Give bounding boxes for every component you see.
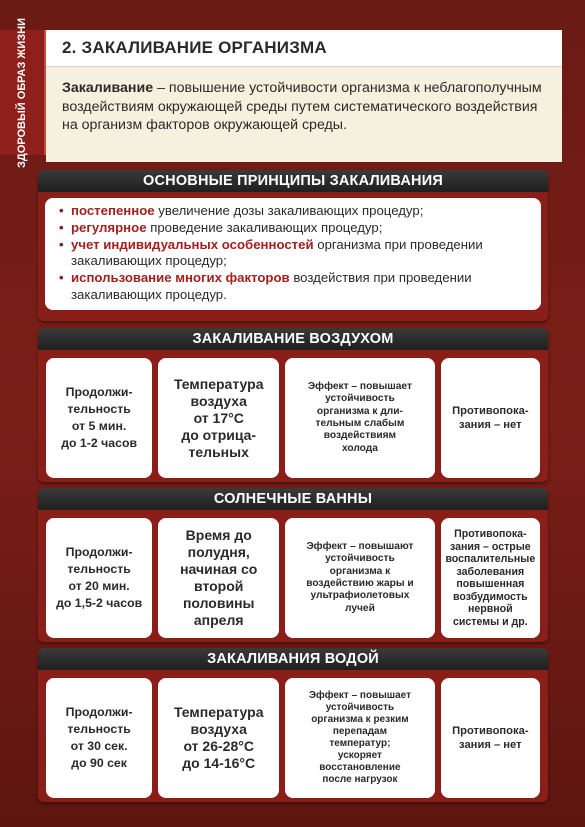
principle-text: воздействия при проведении закаливающих процедур. — [71, 270, 472, 302]
intro-paragraph — [46, 67, 562, 162]
principle-text: проведение закаливающих процедур; — [146, 219, 383, 235]
sun-time-card — [158, 518, 279, 638]
intro-definition: – повышение устойчивости организма к неблагополучным воздействиям окружающей среды путем систематического воздействия на организм факторов окружающей среды. — [62, 80, 542, 133]
water-contra: Противопока- зания – нет — [452, 725, 529, 751]
water-temperature-card — [158, 678, 279, 798]
sun-duration: Продолжи- тельность от 20 мин. до 1,5-2 часов — [56, 545, 143, 610]
water-temperature: Температура воздуха от 26-28°С до 14-16°С — [173, 704, 264, 771]
sun-cards — [38, 510, 548, 638]
page-header — [46, 30, 562, 67]
sun-contra-card — [441, 518, 540, 638]
list-item — [59, 270, 533, 304]
water-cards — [38, 670, 548, 798]
principle-text: организма при проведении закаливающих процедур; — [71, 236, 483, 269]
principle-highlight: регулярное — [71, 219, 147, 235]
sun-block — [38, 488, 548, 642]
air-block — [38, 328, 548, 482]
sun-title: СОЛНЕЧНЫЕ ВАННЫ — [38, 488, 548, 510]
sun-time: Время до полудня, начиная со второй половины апреля — [180, 527, 258, 628]
page-title: 2. ЗАКАЛИВАНИЕ ОРГАНИЗМА — [62, 38, 327, 57]
sidebar-tab-label: ЗДОРОВЫЙ ОБРАЗ ЖИЗНИ — [16, 17, 28, 168]
sun-effect: Эффект – повышают устойчивость организма к воздействию жары и ультрафиолетовых лучей — [306, 541, 414, 614]
air-contra: Противопока- зания – нет — [452, 405, 529, 431]
air-effect-card — [285, 358, 434, 478]
bullet-icon: • — [59, 270, 64, 286]
sidebar-tab — [0, 17, 46, 168]
principles-block — [38, 170, 548, 321]
water-effect-card — [285, 678, 434, 798]
list-item — [59, 203, 533, 220]
water-duration-card — [46, 678, 152, 798]
air-temperature-card — [158, 358, 279, 478]
air-effect: Эффект – повышает устойчивость организма к дли- тельным слабым воздействиям холода — [307, 381, 412, 454]
list-item — [59, 237, 533, 271]
sun-duration-card — [46, 518, 152, 638]
principle-highlight: учет индивидуальных особенностей — [71, 236, 314, 252]
air-duration: Продолжи- тельность от 5 мин. до 1-2 часов — [61, 385, 138, 450]
principle-text: увеличение дозы закаливающих процедур; — [154, 203, 424, 218]
bullet-icon: • — [59, 203, 64, 218]
water-contra-card — [441, 678, 540, 798]
principles-title: ОСНОВНЫЕ ПРИНЦИПЫ ЗАКАЛИВАНИЯ — [38, 170, 548, 192]
air-contra-card — [441, 358, 540, 478]
water-duration: Продолжи- тельность от 30 сек. до 90 сек — [65, 705, 133, 770]
bullet-icon: • — [59, 219, 64, 235]
water-block — [38, 648, 548, 802]
air-cards — [38, 350, 548, 478]
air-temperature: Температура воздуха от 17°С до отрица- тельных — [173, 375, 264, 460]
bullet-icon: • — [59, 236, 64, 252]
list-item — [59, 220, 533, 237]
principle-highlight: постепенное — [71, 203, 155, 218]
principles-list — [45, 198, 541, 310]
water-effect: Эффект – повышает устойчивость организма к резким перепадам температур; ускоряет восстановление после нагрузок — [308, 690, 411, 785]
principle-highlight: использование многих факторов — [71, 270, 290, 286]
air-title: ЗАКАЛИВАНИЕ ВОЗДУХОМ — [38, 328, 548, 350]
intro-term: Закаливание — [62, 80, 154, 96]
air-duration-card — [46, 358, 152, 478]
sun-effect-card — [285, 518, 434, 638]
water-title: ЗАКАЛИВАНИЯ ВОДОЙ — [38, 648, 548, 670]
sun-contra: Противопока- зания – острые воспалительные заболевания повышенная возбудимость нервной системы и др. — [445, 528, 536, 628]
